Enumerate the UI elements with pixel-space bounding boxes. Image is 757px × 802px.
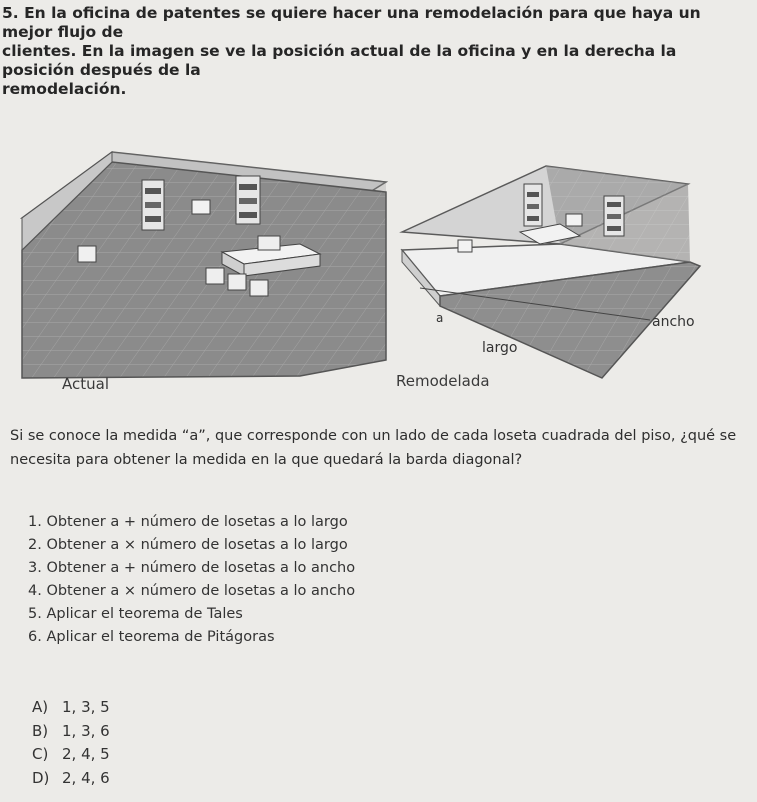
label-ancho: ancho [652,314,695,330]
option-text: 2, 4, 5 [62,745,110,763]
office-figures [0,140,757,400]
office-illustrations [0,140,757,400]
option-text: 1, 3, 6 [62,721,110,740]
problem-line-2: clientes. En la imagen se ve la posición actual de la oficina y en la derecha la posición después de la [2,42,677,79]
answer-option-d[interactable] [32,767,110,791]
option-letter: B) [32,721,49,740]
option-letter: D) [32,768,50,787]
step-item: 3. Obtener a + número de losetas a lo ancho [28,560,356,576]
actual-label: Actual [62,375,109,393]
option-text: 2, 4, 6 [62,768,110,787]
question-line-1: Si se conoce la medida “a”, que corresponde con un lado de cada loseta cuadrada del piso, ¿qué se [10,428,737,444]
step-item: 1. Obtener a + número de losetas a lo largo [28,514,348,530]
question-line-2: necesita para obtener la medida en la que quedará la barda diagonal? [10,452,523,468]
problem-statement [2,4,742,99]
step-item: 5. Aplicar el teorema de Tales [28,606,243,622]
problem-line-1: 5. En la oficina de patentes se quiere hacer una remodelación para que haya un mejor flujo de [2,4,701,41]
label-a: a [436,311,444,325]
actual-office-drawing [22,152,386,378]
option-letter: A) [32,698,49,716]
step-item: 2. Obtener a × número de losetas a lo largo [28,537,348,553]
answer-option-a[interactable] [32,696,110,720]
step-item: 6. Aplicar el teorema de Pitágoras [28,629,275,645]
remodeled-label: Remodelada [396,372,490,390]
question-text [10,424,750,472]
answer-option-b[interactable] [32,720,110,744]
answer-options [32,696,110,790]
remodeled-office-drawing [402,166,700,378]
answer-option-c[interactable] [32,743,110,767]
label-largo: largo [482,340,518,356]
option-letter: C) [32,745,49,763]
option-text: 1, 3, 5 [62,698,110,716]
step-item: 4. Obtener a × número de losetas a lo ancho [28,583,356,599]
problem-line-3: remodelación. [2,80,127,98]
steps-list [28,511,355,649]
